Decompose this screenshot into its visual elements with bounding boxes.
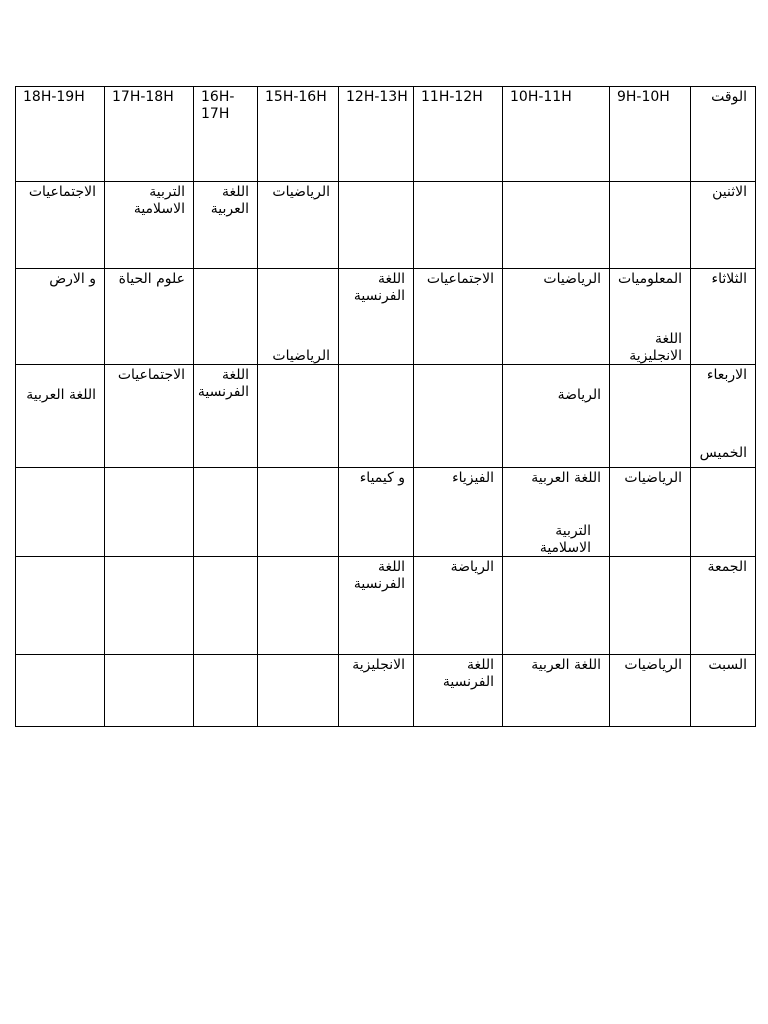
table-cell — [339, 557, 414, 655]
table-cell — [16, 269, 105, 365]
subject-label — [16, 468, 104, 470]
subject-label: التربية الاسلامية — [133, 184, 185, 217]
subject-label: الرياضيات — [624, 657, 682, 673]
table-cell — [105, 655, 194, 727]
day-label: الجمعة — [707, 559, 747, 575]
subject-label: اللغة الفرنسية — [442, 657, 494, 690]
header-cell — [503, 87, 610, 182]
table-cell — [414, 557, 503, 655]
subject-label: و كيمياء — [359, 470, 405, 486]
subject-label — [258, 655, 338, 657]
subject-label — [258, 468, 338, 470]
subject-label: الرياضيات — [272, 348, 330, 364]
subject-label: و الارض — [49, 271, 96, 287]
header-cell — [258, 87, 339, 182]
subject-label: علوم الحياة — [118, 271, 185, 287]
time-slot-label: 11H-12H — [421, 89, 483, 105]
table-cell — [16, 365, 105, 468]
table-cell — [105, 557, 194, 655]
table-cell — [194, 365, 258, 468]
table-cell — [194, 557, 258, 655]
day-cell — [691, 557, 756, 655]
subject-label: اللغة العربية — [531, 657, 601, 673]
table-cell — [105, 365, 194, 468]
header-cell — [610, 87, 691, 182]
table-row — [16, 365, 756, 468]
table-cell — [610, 331, 691, 468]
subject-label: الرياضة — [557, 387, 601, 403]
table-cell — [194, 269, 258, 365]
table-cell — [503, 269, 610, 365]
subject-label: اللغة العربية — [26, 387, 96, 403]
table-cell — [16, 182, 105, 269]
time-slot-label: 10H-11H — [510, 89, 572, 105]
day-label: الخميس — [699, 445, 747, 461]
subject-label — [105, 468, 193, 470]
subject-label — [194, 655, 257, 657]
time-column-label: الوقت — [711, 89, 747, 105]
header-cell — [105, 87, 194, 182]
table-cell — [339, 655, 414, 727]
table-cell — [258, 468, 339, 557]
header-cell — [16, 87, 105, 182]
table-cell — [105, 468, 194, 557]
table-cell — [414, 468, 503, 557]
subject-label: المعلوميات — [617, 271, 682, 287]
time-slot-label: 17H-18H — [112, 89, 174, 105]
table-row — [16, 468, 756, 557]
table-cell — [105, 269, 194, 365]
table-cell — [339, 269, 414, 365]
table-row — [16, 182, 756, 269]
table-cell — [258, 557, 339, 655]
weekly-timetable — [15, 86, 756, 727]
subject-label: الاجتماعيات — [28, 184, 96, 200]
time-slot-label: 12H-13H — [346, 89, 408, 105]
table-cell — [414, 182, 503, 269]
subject-label: الرياضة — [450, 559, 494, 575]
header-cell — [339, 87, 414, 182]
subject-label: الاجتماعيات — [117, 367, 185, 383]
subject-label — [414, 365, 502, 367]
day-label: الاثنين — [712, 184, 747, 200]
table-cell — [610, 655, 691, 727]
table-cell — [414, 365, 503, 468]
subject-label: الرياضيات — [624, 470, 682, 486]
time-slot-label: 18H-19H — [23, 89, 85, 105]
day-label: الثلاثاء — [711, 271, 747, 287]
table-cell — [503, 182, 610, 269]
day-cell — [691, 269, 756, 365]
table-cell — [503, 523, 610, 655]
subject-label — [194, 557, 257, 559]
table-cell — [258, 182, 339, 269]
subject-label: اللغة العربية — [210, 184, 249, 217]
subject-label: الرياضيات — [543, 271, 601, 287]
subject-label — [503, 182, 609, 184]
subject-label: اللغة الفرنسية — [353, 559, 405, 592]
day-cell — [691, 655, 756, 727]
day-label: الاربعاء — [706, 367, 747, 383]
table-cell — [16, 468, 105, 557]
table-cell — [610, 468, 691, 557]
table-cell — [105, 182, 194, 269]
subject-label: اللغة العربية — [531, 470, 601, 486]
subject-label: اللغة الانجليزية — [629, 331, 682, 364]
table-cell — [258, 348, 339, 468]
table-cell — [339, 182, 414, 269]
header-cell — [691, 87, 756, 182]
table-row — [16, 655, 756, 727]
time-slot-label: 15H-16H — [265, 89, 327, 105]
subject-label — [339, 365, 413, 367]
subject-label — [16, 655, 104, 657]
time-slot-label: 9H-10H — [617, 89, 670, 105]
table-cell — [414, 655, 503, 727]
subject-label — [16, 557, 104, 559]
subject-label: الفيزياء — [452, 470, 494, 486]
table-cell — [339, 468, 414, 557]
header-cell — [194, 87, 258, 182]
table-cell — [339, 365, 414, 468]
subject-label — [610, 557, 690, 559]
subject-label — [194, 468, 257, 470]
subject-label — [610, 182, 690, 184]
day-cell — [691, 182, 756, 269]
subject-label: اللغة الفرنسية — [353, 271, 405, 304]
table-cell — [610, 182, 691, 269]
table-cell — [16, 655, 105, 727]
subject-label — [339, 182, 413, 184]
subject-label — [414, 182, 502, 184]
table-cell — [194, 182, 258, 269]
day-label: السبت — [708, 657, 747, 673]
subject-label — [258, 557, 338, 559]
subject-label — [194, 269, 257, 271]
header-row — [16, 87, 756, 182]
subject-label: الرياضيات — [272, 184, 330, 200]
table-cell — [194, 468, 258, 557]
table-cell — [503, 655, 610, 727]
table-cell — [194, 655, 258, 727]
subject-label — [105, 655, 193, 657]
time-slot-label: 16H-17H — [201, 89, 235, 122]
table-cell — [258, 655, 339, 727]
subject-label — [258, 269, 338, 271]
subject-label: اللغة الفرنسية — [197, 367, 249, 400]
table-cell — [16, 557, 105, 655]
table-cell — [414, 269, 503, 365]
day-cell — [691, 445, 756, 557]
subject-label: الانجليزية — [352, 657, 405, 673]
subject-label — [105, 557, 193, 559]
subject-label: الاجتماعيات — [426, 271, 494, 287]
table-row — [16, 557, 756, 655]
table-cell — [503, 365, 610, 468]
subject-label: التربية الاسلامية — [539, 523, 591, 556]
table-cell — [610, 557, 691, 655]
header-cell — [414, 87, 503, 182]
